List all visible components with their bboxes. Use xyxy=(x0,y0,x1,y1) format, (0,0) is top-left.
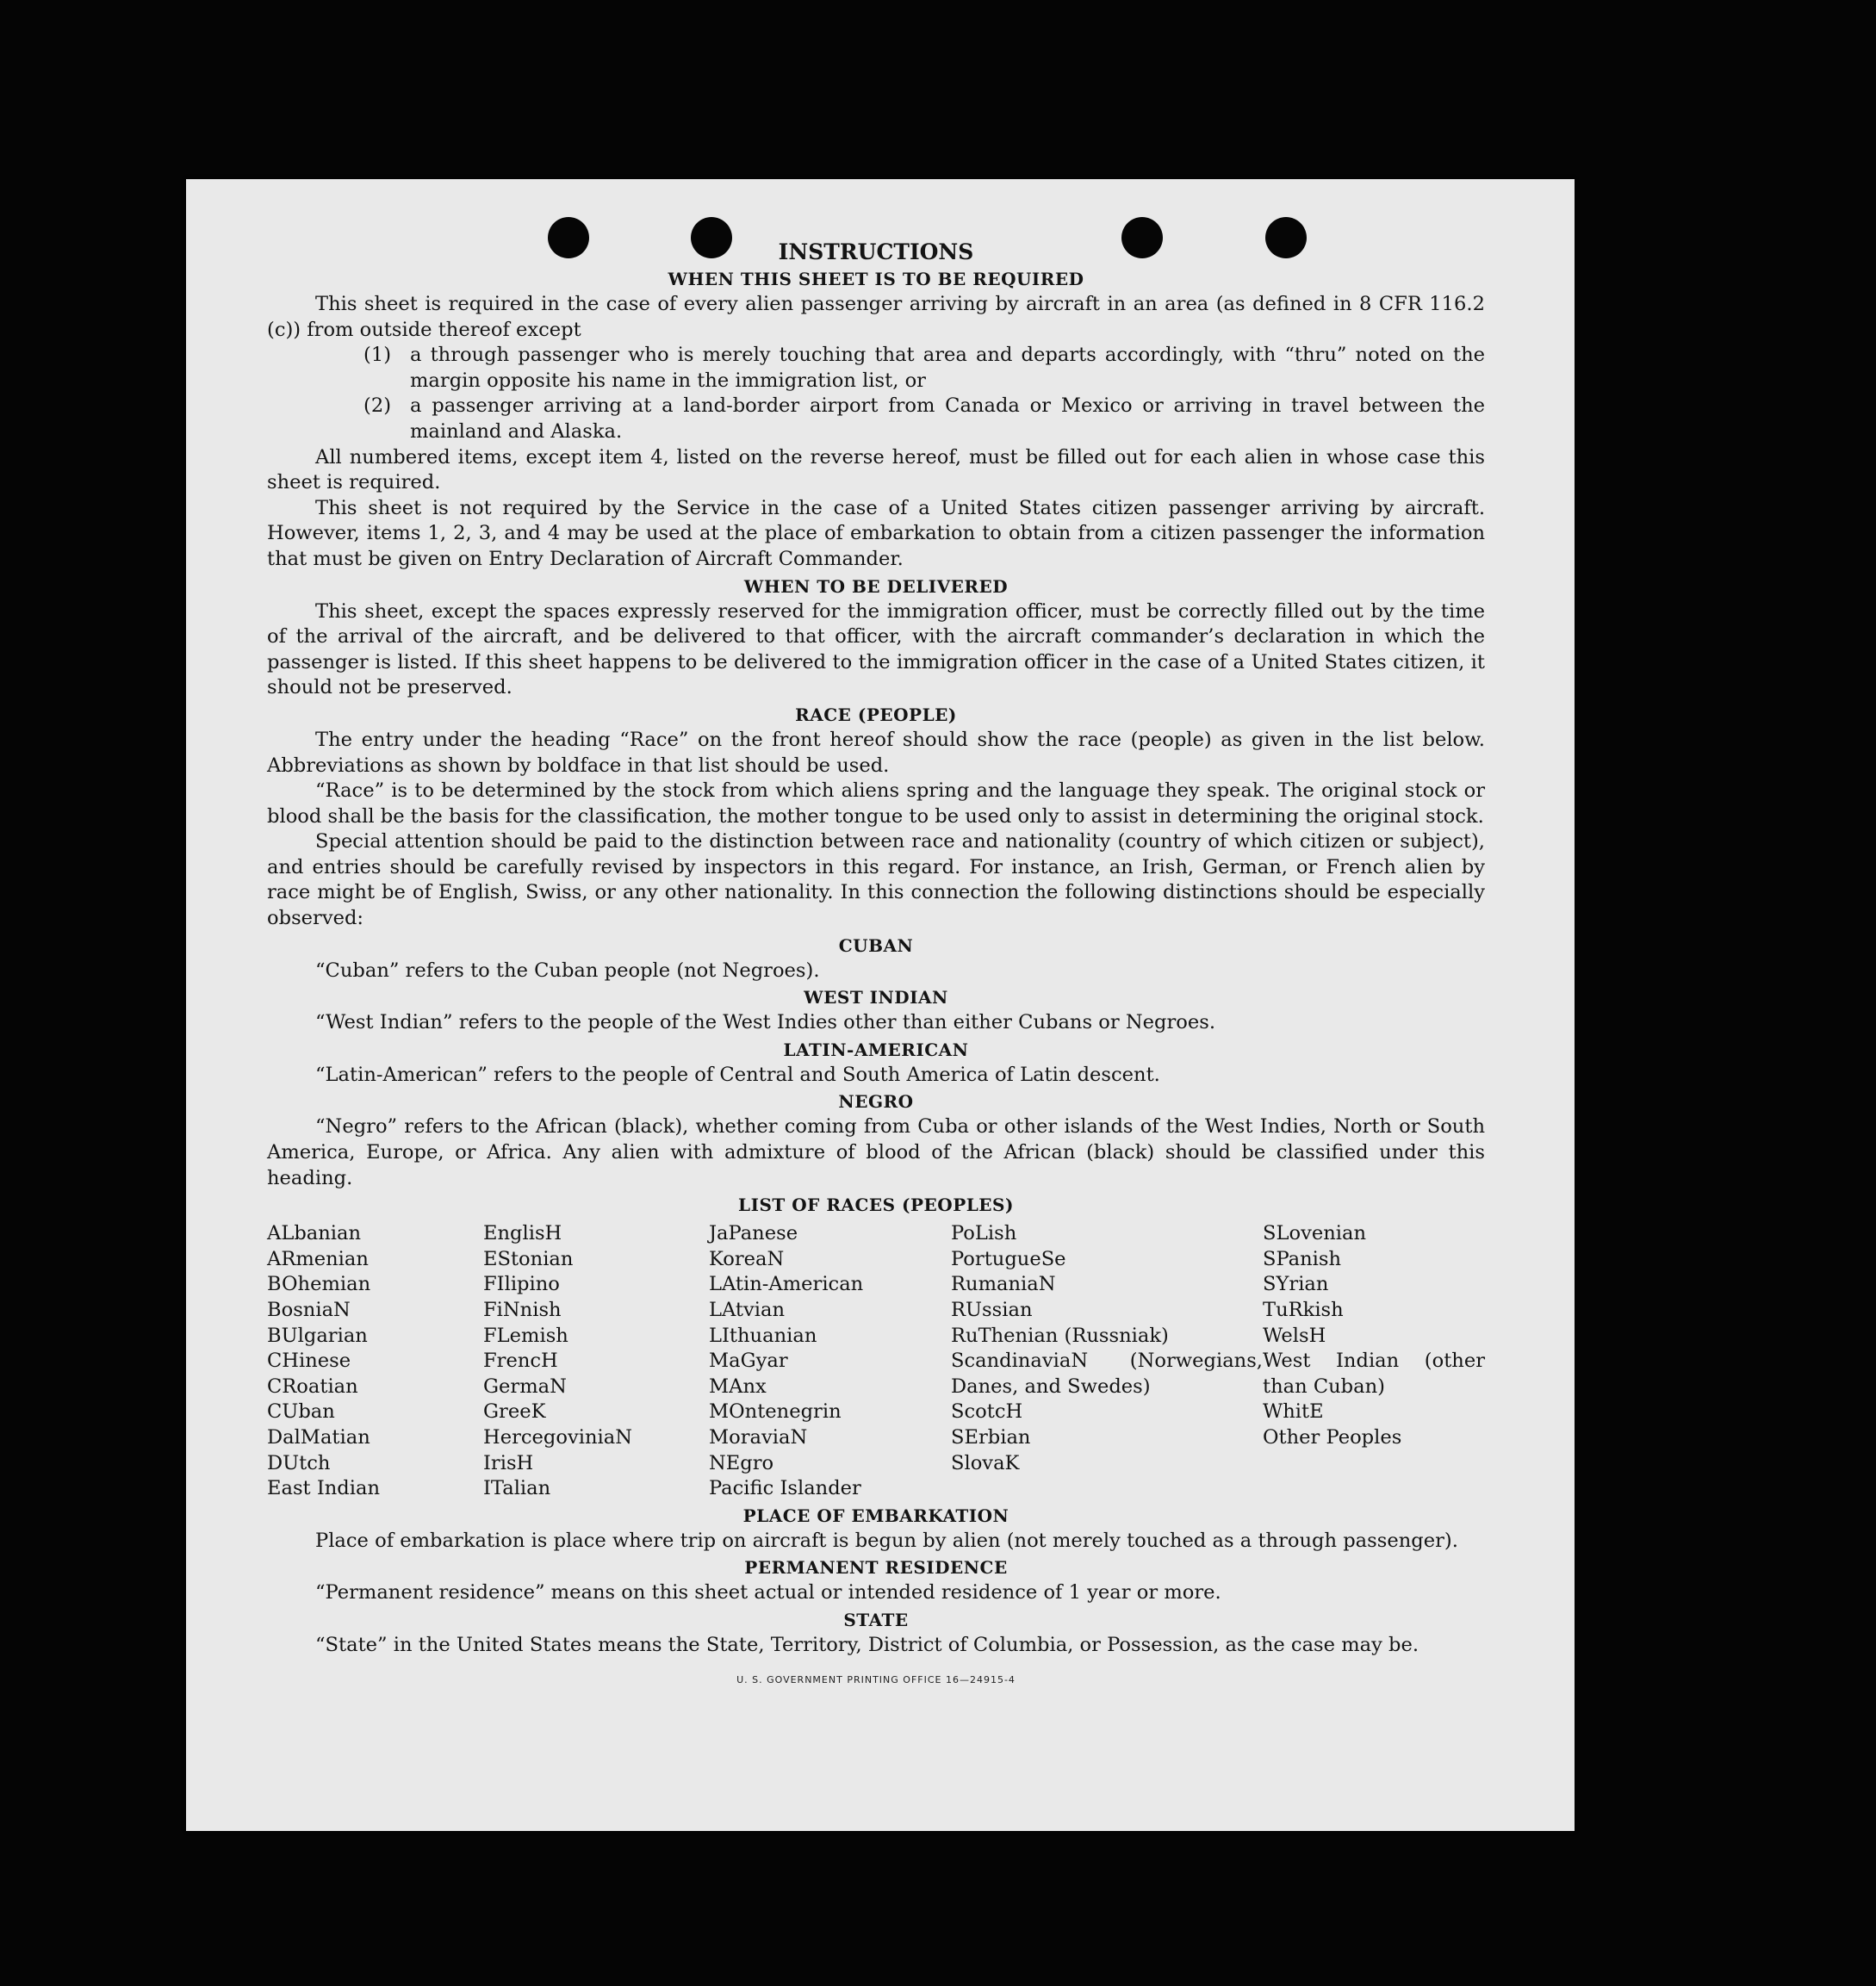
race-item: NEgro xyxy=(709,1451,774,1474)
race-item: JaPanese xyxy=(709,1222,798,1245)
race-item: TuRkish xyxy=(1263,1299,1344,1321)
race-item: CHinese xyxy=(267,1350,351,1373)
paragraph: “Negro” refers to the African (black), whether coming from Cuba or other islands of the West Indies, North or South America, Europe, or Africa. Any alien with admixture of blood of the African (black) should be classified under this heading. xyxy=(267,1115,1485,1189)
race-item: SLovenian xyxy=(1263,1222,1367,1245)
section-heading: RACE (PEOPLE) xyxy=(795,704,957,725)
paragraph: “Cuban” refers to the Cuban people (not Negroes). xyxy=(315,959,820,982)
race-item: SYrian xyxy=(1263,1273,1329,1296)
race-column xyxy=(709,1221,951,1502)
race-item: EnglisH xyxy=(483,1222,562,1245)
race-item: MAnx xyxy=(709,1375,767,1398)
race-item: DalMatian xyxy=(267,1425,370,1449)
race-item: MaGyar xyxy=(709,1350,788,1373)
paragraph: “Latin-American” refers to the people of Central and South America of Latin descent. xyxy=(315,1063,1160,1086)
paragraph: “State” in the United States means the State, Territory, District of Columbia, or Possession, as the case may be. xyxy=(315,1633,1419,1656)
section-heading: CUBAN xyxy=(838,934,914,956)
race-item: Other Peoples xyxy=(1263,1425,1402,1449)
race-item: IrisH xyxy=(483,1451,534,1474)
race-item: CRoatian xyxy=(267,1375,358,1398)
race-item: SPanish xyxy=(1263,1247,1342,1270)
document-content xyxy=(267,239,1485,1692)
race-item: RuThenian (Russniak) xyxy=(951,1324,1169,1347)
item-number: (1) xyxy=(363,344,392,367)
section-heading: PLACE OF EMBARKATION xyxy=(742,1505,1009,1526)
race-item: FiNnish xyxy=(483,1299,562,1321)
section-heading: LIST OF RACES (PEOPLES) xyxy=(738,1195,1014,1216)
race-item: Pacific Islander xyxy=(709,1477,861,1500)
race-item: DUtch xyxy=(267,1451,331,1474)
race-column xyxy=(483,1221,709,1502)
race-item: BUlgarian xyxy=(267,1324,368,1347)
race-item: ARmenian xyxy=(267,1247,369,1270)
race-item: BOhemian xyxy=(267,1273,371,1296)
section-heading: WHEN THIS SHEET IS TO BE REQUIRED xyxy=(668,269,1084,289)
paragraph: “West Indian” refers to the people of the West Indies other than either Cubans or Negroes. xyxy=(315,1011,1216,1034)
race-item: MoraviaN xyxy=(709,1425,808,1449)
race-item: FLemish xyxy=(483,1324,568,1347)
race-item: PoLish xyxy=(951,1222,1017,1245)
race-item: BosniaN xyxy=(267,1299,351,1321)
race-item: GermaN xyxy=(483,1375,567,1398)
paragraph: Special attention should be paid to the distinction between race and nationality (country of which citizen or subject), and entries should be carefully revised by inspectors in this regard. For instance, an Irish, German, or French alien by race might be of English, Swiss, or any other nationality. In this connection the following distinctions should be especially observed: xyxy=(267,830,1485,930)
section-heading: NEGRO xyxy=(838,1091,914,1113)
race-column xyxy=(267,1221,483,1502)
race-item: ScandinaviaN (Norwegians, Danes, and Swedes) xyxy=(951,1350,1263,1398)
numbered-item xyxy=(363,343,1485,394)
race-item: ALbanian xyxy=(267,1222,362,1245)
race-item: HercegoviniaN xyxy=(483,1425,632,1449)
section-heading: WHEN TO BE DELIVERED xyxy=(743,575,1009,597)
race-item: East Indian xyxy=(267,1477,381,1500)
item-text: a passenger arriving at a land-border airport from Canada or Mexico or arriving in travel between the mainland and Alaska. xyxy=(410,394,1485,443)
paragraph: The entry under the heading “Race” on the front hereof should show the race (people) as given in the list below. Abbreviations as shown by boldface in that list should be used. xyxy=(267,728,1485,777)
document-sheet xyxy=(186,179,1575,1831)
paragraph: “Race” is to be determined by the stock from which aliens spring and the language they speak. The original stock or blood shall be the basis for the classification, the mother tongue to be used only to assist in determining the original stock. xyxy=(267,779,1485,828)
race-item: CUban xyxy=(267,1400,335,1424)
paragraph: This sheet, except the spaces expressly reserved for the immigration officer, must be correctly filled out by the time of the arrival of the aircraft, and be delivered to that officer, with the aircraft commander’s declaration in which the passenger is listed. If this sheet happens to be delivered to the immigration officer in the case of a United States citizen, it should not be preserved. xyxy=(267,599,1485,699)
paragraph: All numbered items, except item 4, listed on the reverse hereof, must be filled out for each alien in whose case this sheet is required. xyxy=(267,445,1485,494)
race-item: ITalian xyxy=(483,1477,551,1500)
race-item: FrencH xyxy=(483,1350,558,1373)
paragraph: This sheet is required in the case of every alien passenger arriving by aircraft in an area (as defined in 8 CFR 116.2 (c)) from outside thereof except xyxy=(267,293,1485,341)
race-item: LIthuanian xyxy=(709,1324,817,1347)
race-column xyxy=(951,1221,1263,1502)
numbered-item xyxy=(363,394,1485,444)
paragraph: Place of embarkation is place where trip on aircraft is begun by alien (not merely touched as a through passenger). xyxy=(315,1529,1458,1552)
item-text: a through passenger who is merely touching that area and departs accordingly, with “thru” noted on the margin opposite his name in the immigration list, or xyxy=(410,344,1485,392)
item-number: (2) xyxy=(363,394,392,418)
race-item: SErbian xyxy=(951,1425,1031,1449)
page-title: INSTRUCTIONS xyxy=(778,239,974,264)
section-heading: STATE xyxy=(843,1609,909,1630)
race-item: KoreaN xyxy=(709,1247,785,1270)
race-item: EStonian xyxy=(483,1247,574,1270)
race-item: LAtin-American xyxy=(709,1273,864,1296)
section-heading: WEST INDIAN xyxy=(804,987,948,1009)
race-item: GreeK xyxy=(483,1400,546,1424)
paragraph: This sheet is not required by the Service in the case of a United States citizen passenger arriving by aircraft. However, items 1, 2, 3, and 4 may be used at the place of embarkation to obtain from a citizen passenger the information that must be given on Entry Declaration of Aircraft Commander. xyxy=(267,496,1485,570)
race-item: WhitE xyxy=(1263,1400,1324,1424)
race-item: MOntenegrin xyxy=(709,1400,842,1424)
race-item: SlovaK xyxy=(951,1451,1020,1474)
printer-imprint: U. S. GOVERNMENT PRINTING OFFICE 16—24915-4 xyxy=(736,1673,1016,1685)
race-item: RUssian xyxy=(951,1299,1033,1321)
race-item: WelsH xyxy=(1263,1324,1326,1347)
race-item: LAtvian xyxy=(709,1299,786,1321)
race-item: PortugueSe xyxy=(951,1247,1066,1270)
section-heading: PERMANENT RESIDENCE xyxy=(744,1557,1008,1579)
race-column xyxy=(1263,1221,1485,1502)
paragraph: “Permanent residence” means on this sheet actual or intended residence of 1 year or more. xyxy=(315,1581,1221,1604)
race-item: West Indian (other than Cuban) xyxy=(1263,1350,1485,1398)
race-list xyxy=(267,1221,1485,1502)
race-item: ScotcH xyxy=(951,1400,1023,1424)
race-item: FIlipino xyxy=(483,1273,560,1296)
race-item: RumaniaN xyxy=(951,1273,1056,1296)
section-heading: LATIN-AMERICAN xyxy=(783,1039,969,1060)
